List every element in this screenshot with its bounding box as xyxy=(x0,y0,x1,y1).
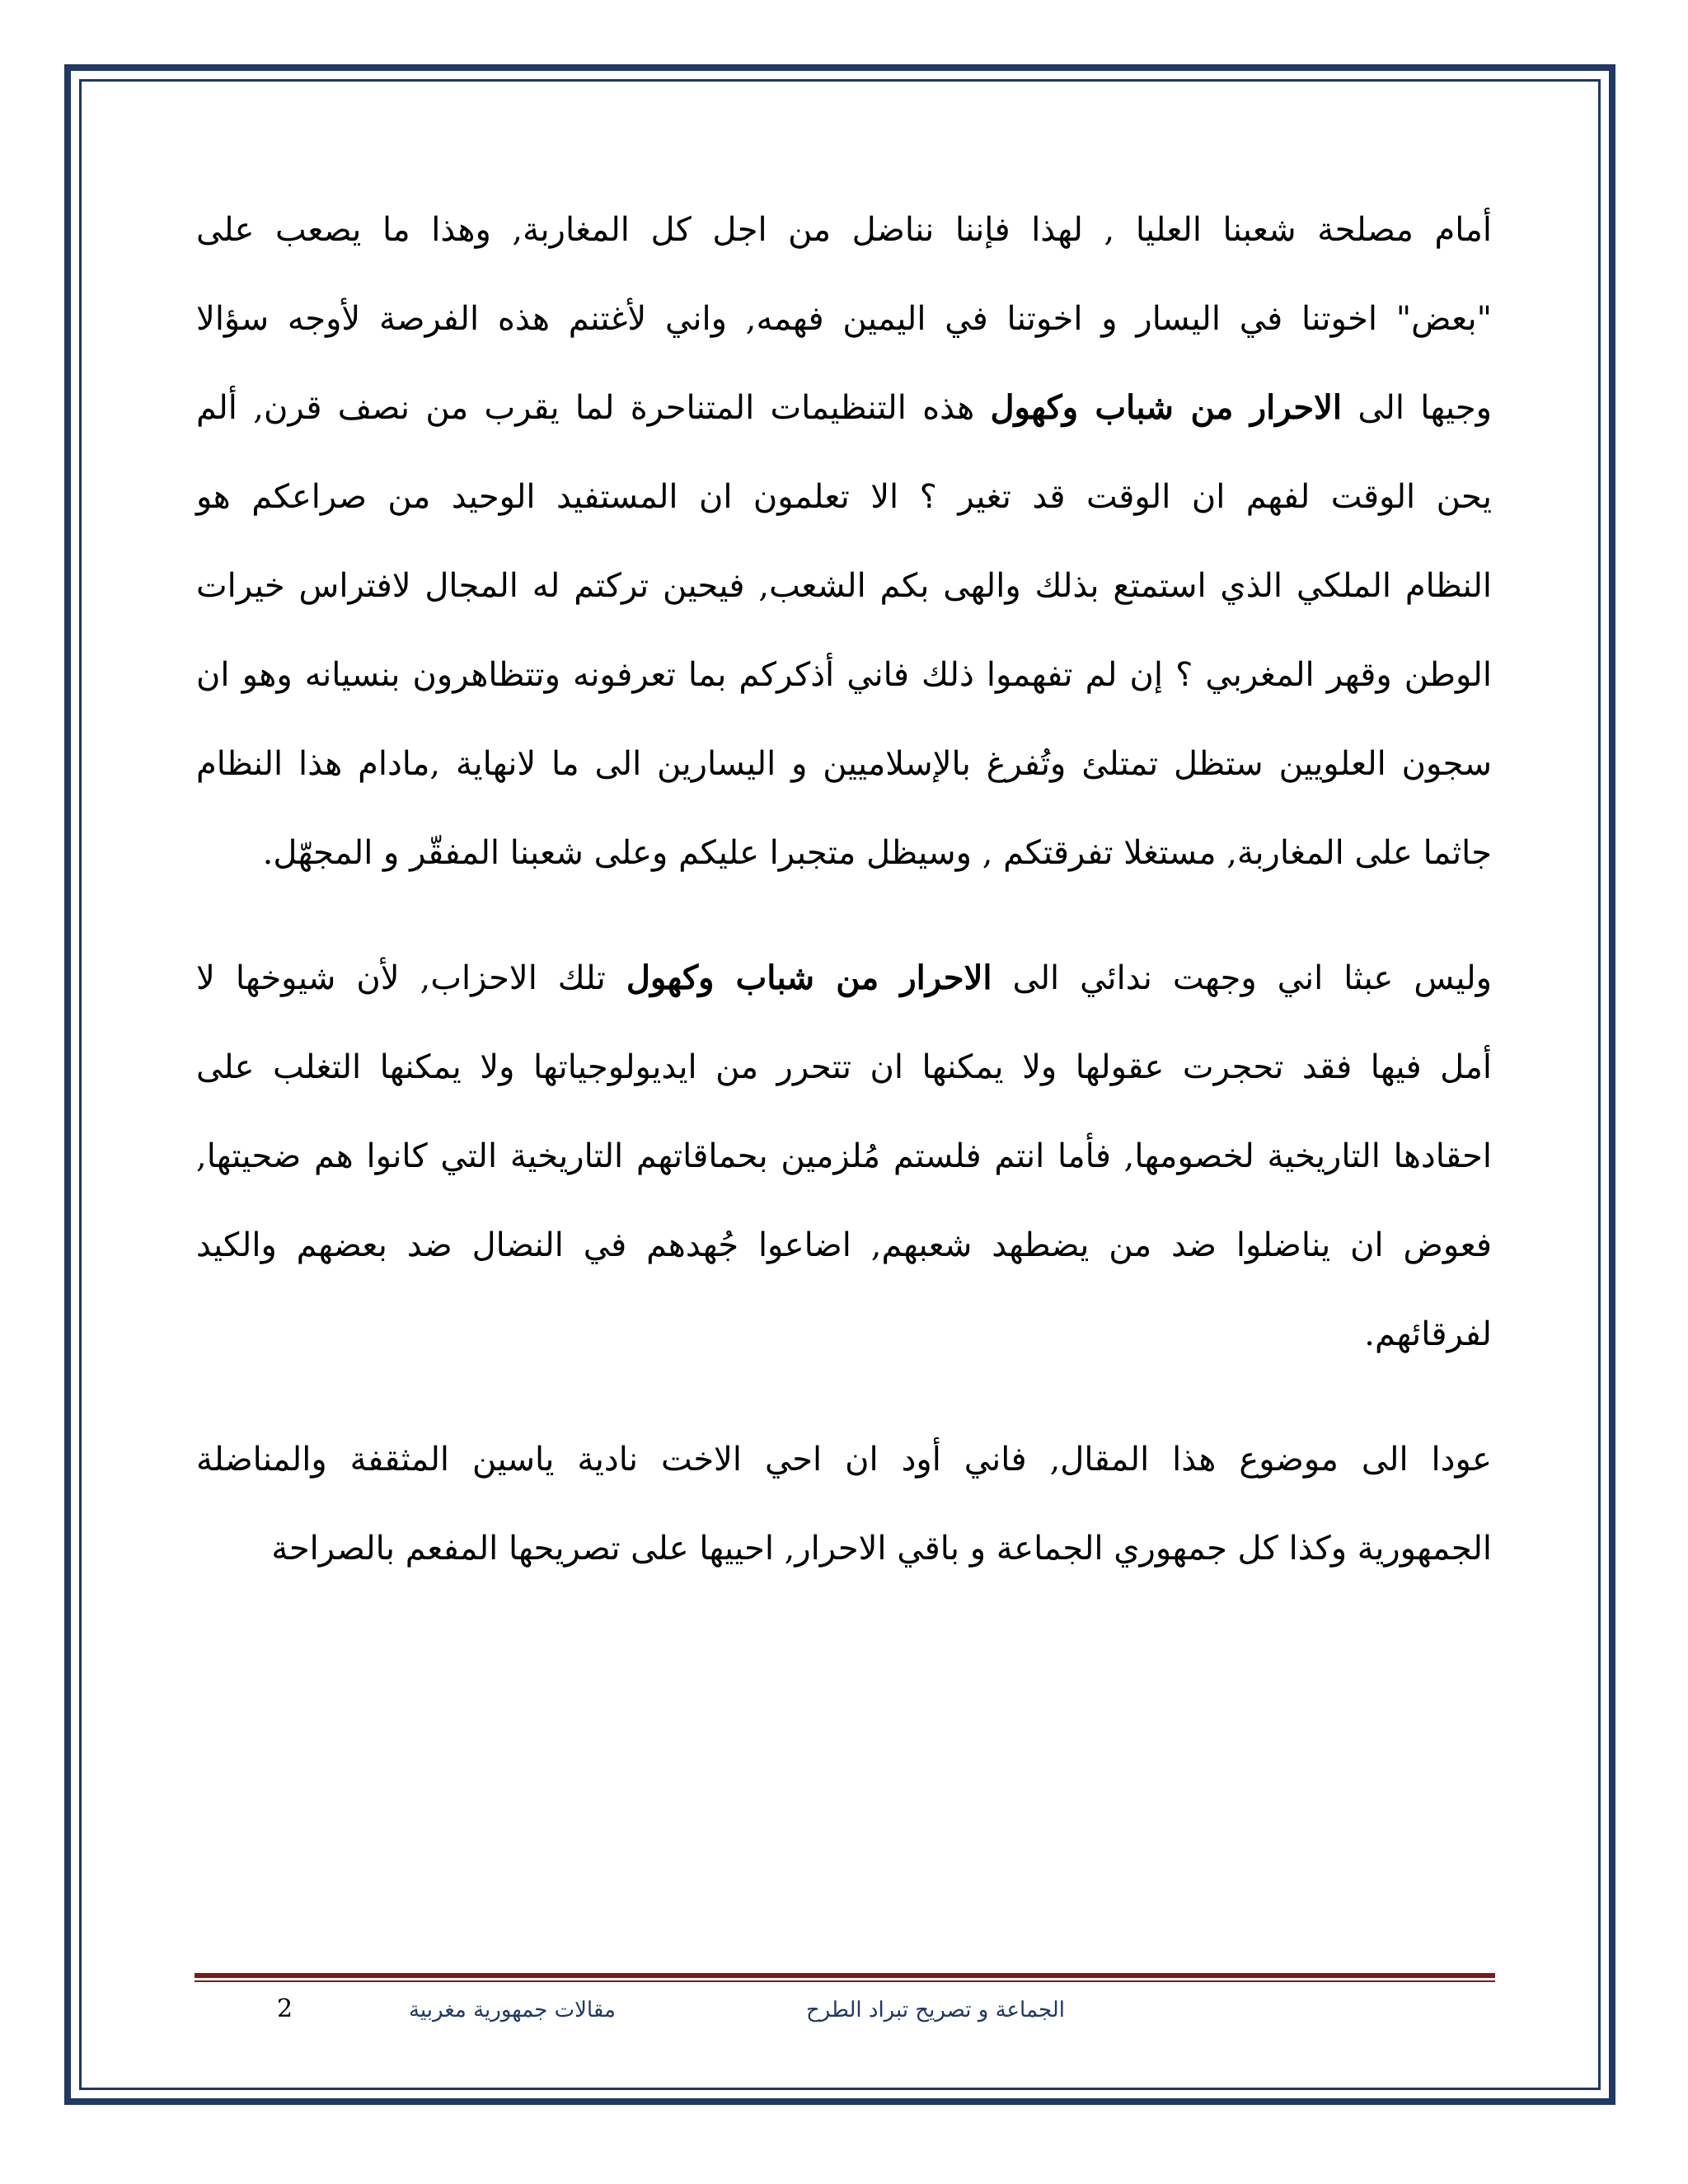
paragraph xyxy=(196,185,1492,898)
text-segment: أمام مصلحة شعبنا العليا , لهذا فإننا نناضل من اجل كل المغاربة, وهذا ما يصعب على xyxy=(196,211,1492,249)
text-line xyxy=(196,808,1492,898)
footer-rule xyxy=(195,1973,1495,1978)
footer-title: الجماعة و تصريح تبراد الطرح xyxy=(806,1998,1065,2022)
text-segment: الوطن وقهر المغربي ؟ إن لم تفهموا ذلك فاني أذكركم بما تعرفونه وتتظاهرون بنسيانه وهو ان xyxy=(196,656,1492,694)
text-line xyxy=(196,185,1492,274)
text-line xyxy=(196,934,1492,1023)
text-segment: تلك الاحزاب, لأن شيوخها لا xyxy=(196,959,626,997)
text-line xyxy=(196,1415,1492,1504)
text-line xyxy=(196,1504,1492,1593)
text-segment: يحن الوقت لفهم ان الوقت قد تغير ؟ الا تعلمون ان المستفيد الوحيد من صراعكم هو xyxy=(196,478,1492,516)
text-line xyxy=(196,719,1492,808)
text-segment: لفرقائهم. xyxy=(1364,1315,1492,1353)
text-line xyxy=(196,541,1492,630)
text-segment: الجمهورية وكذا كل جمهوري الجماعة و باقي الاحرار, احييها على تصريحها المفعم بالصراحة xyxy=(271,1530,1492,1568)
text-segment: عودا الى موضوع هذا المقال, فاني أود ان احي الاخت نادية ياسين المثقفة والمناضلة xyxy=(196,1441,1492,1479)
text-line xyxy=(196,1290,1492,1379)
page-number: 2 xyxy=(277,1994,293,2023)
text-segment: فعوض ان يناضلوا ضد من يضطهد شعبهم, اضاعوا جُهدهم في النضال ضد بعضهم والكيد xyxy=(196,1226,1492,1264)
text-line xyxy=(196,363,1492,452)
paragraph xyxy=(196,1415,1492,1593)
text-line xyxy=(196,274,1492,363)
bold-phrase: الاحرار من شباب وكهول xyxy=(626,958,992,997)
paragraph xyxy=(196,934,1492,1379)
footer-rule-thin xyxy=(195,1980,1495,1982)
text-line xyxy=(196,630,1492,719)
text-line xyxy=(196,1201,1492,1290)
text-segment: هذه التنظيمات المتناحرة لما يقرب من نصف قرن, ألم xyxy=(196,389,991,427)
footer-series: مقالات جمهورية مغربية xyxy=(409,1998,616,2022)
article-body xyxy=(196,185,1492,1629)
text-line xyxy=(196,1112,1492,1201)
text-segment: احقادها التاريخية لخصومها, فأما انتم فلستم مُلزمين بحماقاتهم التاريخية التي كانوا هم ضحيتها, xyxy=(196,1137,1492,1175)
text-segment: سجون العلويين ستظل تمتلئ وتُفرغ بالإسلاميين و اليسارين الى ما لانهاية ,مادام هذا النظام xyxy=(196,745,1492,783)
text-segment: وجيها الى xyxy=(1342,389,1493,427)
text-line xyxy=(196,452,1492,541)
text-segment: وليس عبثا اني وجهت ندائي الى xyxy=(992,959,1492,997)
text-line xyxy=(196,1023,1492,1112)
bold-phrase: الاحرار من شباب وكهول xyxy=(990,388,1343,427)
text-segment: أمل فيها فقد تحجرت عقولها ولا يمكنها ان تتحرر من ايديولوجياتها ولا يمكنها التغلب على xyxy=(196,1048,1492,1086)
text-segment: النظام الملكي الذي استمتع بذلك والهى بكم الشعب, فيحين تركتم له المجال لافتراس خيرات xyxy=(196,567,1492,605)
text-segment: جاثما على المغاربة, مستغلا تفرقتكم , وسيظل متجبرا عليكم وعلى شعبنا المفقّر و المجهّل. xyxy=(262,834,1492,872)
text-segment: "بعض" اخوتنا في اليسار و اخوتنا في اليمين فهمه, واني لأغتنم هذه الفرصة لأوجه سؤالا xyxy=(196,300,1492,338)
